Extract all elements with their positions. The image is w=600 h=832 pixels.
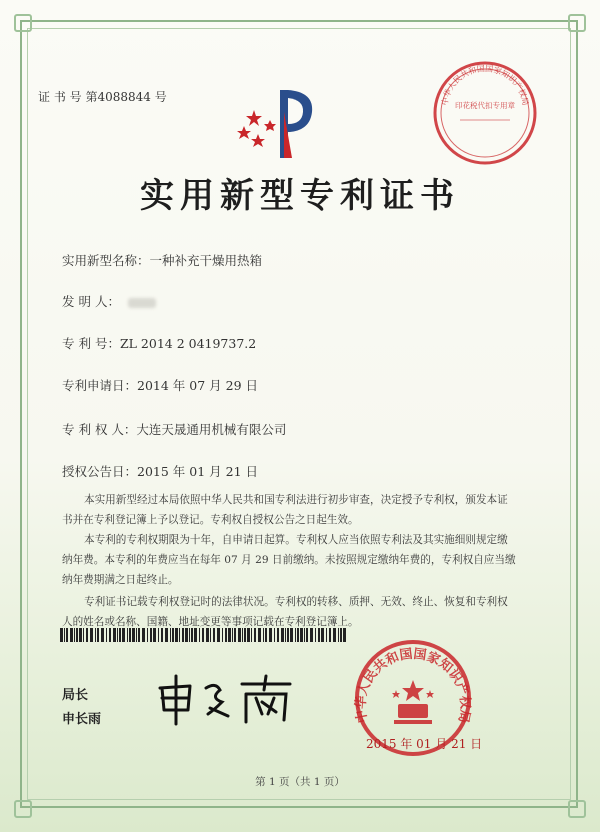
barcode-bar [274, 628, 275, 642]
barcode-bar [170, 628, 171, 642]
barcode-bar [150, 628, 152, 642]
tax-seal [430, 58, 540, 168]
barcode-bar [263, 628, 264, 642]
barcode-bar [318, 628, 320, 642]
barcode-bar [90, 628, 93, 642]
corner-ornament [14, 14, 32, 32]
grant-date-stamp: 2015 年 01 月 21 日 [366, 737, 483, 751]
barcode-bar [117, 628, 118, 642]
barcode-bar [179, 628, 180, 642]
tax-seal-ring-text: 中华人民共和国国家知识产权局 [440, 64, 530, 107]
field-value: 大连天晟通用机械有限公司 [136, 422, 287, 437]
barcode-bar [225, 628, 227, 642]
barcode-bar [265, 628, 267, 642]
barcode-bar [64, 628, 65, 642]
barcode-bar [287, 628, 289, 642]
barcode-bar [60, 628, 63, 642]
barcode-bar [109, 628, 111, 642]
barcode-bar [138, 628, 140, 642]
barcode-bar [202, 628, 204, 642]
body-paragraph-3: 专利证书记载专利权登记时的法律状况。专利权的转移、质押、无效、终止、恢复和专利权人的姓名或名称、国籍、地址变更等事项记载在专利登记簿上。 [62, 596, 508, 628]
barcode-bar [213, 628, 215, 642]
field-inventor [62, 292, 156, 310]
barcode-bar [189, 628, 190, 642]
barcode-bar [295, 628, 296, 642]
certificate-title: 实用新型专利证书 [140, 176, 460, 216]
barcode-bar [269, 628, 272, 642]
barcode-bar [185, 628, 188, 642]
svg-text:中华人民共和国国家知识产权局 [439, 64, 530, 106]
barcode-bar [321, 628, 324, 642]
barcode-bar [247, 628, 250, 642]
barcode-bar [86, 628, 88, 642]
barcode-bar [199, 628, 200, 642]
barcode-bar [310, 628, 313, 642]
barcode-bar [234, 628, 236, 642]
barcode-bar [210, 628, 211, 642]
field-label: 专 利 号： [62, 336, 120, 351]
field-label: 专利申请日： [62, 378, 138, 393]
field-patent-number [62, 334, 256, 352]
barcode [60, 628, 346, 642]
barcode-bar [74, 628, 75, 642]
field-label: 授权公告日： [62, 464, 138, 479]
barcode-bar [254, 628, 256, 642]
barcode-bar [83, 628, 84, 642]
field-value: 一种补充干燥用热箱 [149, 253, 263, 268]
field-value: 2015 年 01 月 21 日 [137, 464, 259, 479]
barcode-bar [242, 628, 243, 642]
field-label: 专 利 权 人： [62, 422, 137, 437]
barcode-bar [129, 628, 131, 642]
barcode-bar [285, 628, 286, 642]
barcode-bar [66, 628, 68, 642]
corner-ornament [568, 800, 586, 818]
barcode-bar [251, 628, 252, 642]
barcode-bar [113, 628, 116, 642]
official-name: 申长雨 [62, 712, 102, 727]
barcode-bar [297, 628, 299, 642]
field-value: ZL 2014 2 0419737.2 [119, 336, 257, 351]
barcode-bar [304, 628, 305, 642]
barcode-bar [70, 628, 73, 642]
barcode-bar [136, 628, 137, 642]
barcode-bar [277, 628, 279, 642]
field-patentee [62, 420, 286, 438]
barcode-bar [165, 628, 168, 642]
field-label: 实用新型名称： [62, 253, 150, 268]
barcode-bar [191, 628, 193, 642]
barcode-bar [158, 628, 159, 642]
barcode-bar [326, 628, 327, 642]
barcode-bar [97, 628, 99, 642]
corner-ornament [568, 14, 586, 32]
barcode-bar [315, 628, 316, 642]
signature [150, 668, 300, 728]
barcode-bar [258, 628, 261, 642]
field-grant-date [62, 462, 258, 480]
barcode-bar [217, 628, 220, 642]
barcode-bar [76, 628, 78, 642]
official-title: 局长 [62, 688, 89, 703]
barcode-bar [132, 628, 135, 642]
barcode-bar [106, 628, 107, 642]
body-paragraph-1: 本实用新型经过本局依照中华人民共和国专利法进行初步审查，决定授予专利权，颁发本证书并在专利登记簿上予以登记。专利权自授权公告之日起生效。 [62, 494, 508, 526]
barcode-bar [206, 628, 209, 642]
official-seal-ring-text: 中华人民共和国国家知识产权局 [353, 646, 473, 725]
barcode-bar [300, 628, 303, 642]
barcode-bar [244, 628, 246, 642]
barcode-bar [238, 628, 241, 642]
corner-ornament [14, 800, 32, 818]
barcode-bar [329, 628, 331, 642]
barcode-bar [101, 628, 104, 642]
barcode-bar [182, 628, 184, 642]
barcode-bar [194, 628, 197, 642]
barcode-bar [222, 628, 223, 642]
barcode-bar [175, 628, 178, 642]
field-value: 2014 年 07 月 29 日 [137, 378, 259, 393]
barcode-bar [142, 628, 145, 642]
barcode-bar [281, 628, 284, 642]
barcode-bar [232, 628, 233, 642]
barcode-bar [172, 628, 174, 642]
barcode-bar [119, 628, 121, 642]
page-number: 第 1 页（共 1 页） [255, 776, 345, 788]
barcode-bar [127, 628, 128, 642]
barcode-bar [147, 628, 148, 642]
field-label: 发 明 人： [62, 294, 120, 309]
tax-seal-center-text: 印花税代扣专用章 [455, 101, 515, 110]
barcode-bar [122, 628, 125, 642]
barcode-bar [290, 628, 293, 642]
barcode-bar [161, 628, 163, 642]
field-utility-model-name [62, 251, 262, 269]
barcode-bar [306, 628, 308, 642]
barcode-bar [95, 628, 96, 642]
field-filing-date [62, 376, 258, 394]
patent-office-logo [232, 82, 328, 162]
barcode-bar [228, 628, 231, 642]
barcode-bar [79, 628, 82, 642]
certificate-number: 证 书 号 第4088844 号 [38, 90, 167, 104]
barcode-bar [153, 628, 156, 642]
redacted-name [128, 298, 156, 308]
body-paragraph-2: 本专利的专利权期限为十年，自申请日起算。专利权人应当依照专利法及其实施细则规定缴纳年费。本专利的年费应当在每年 07 月 29 日前缴纳。未按照规定缴纳年费的，专利权自应当缴纳年费期满之日起终止。 [62, 534, 516, 586]
barcode-bar [333, 628, 336, 642]
